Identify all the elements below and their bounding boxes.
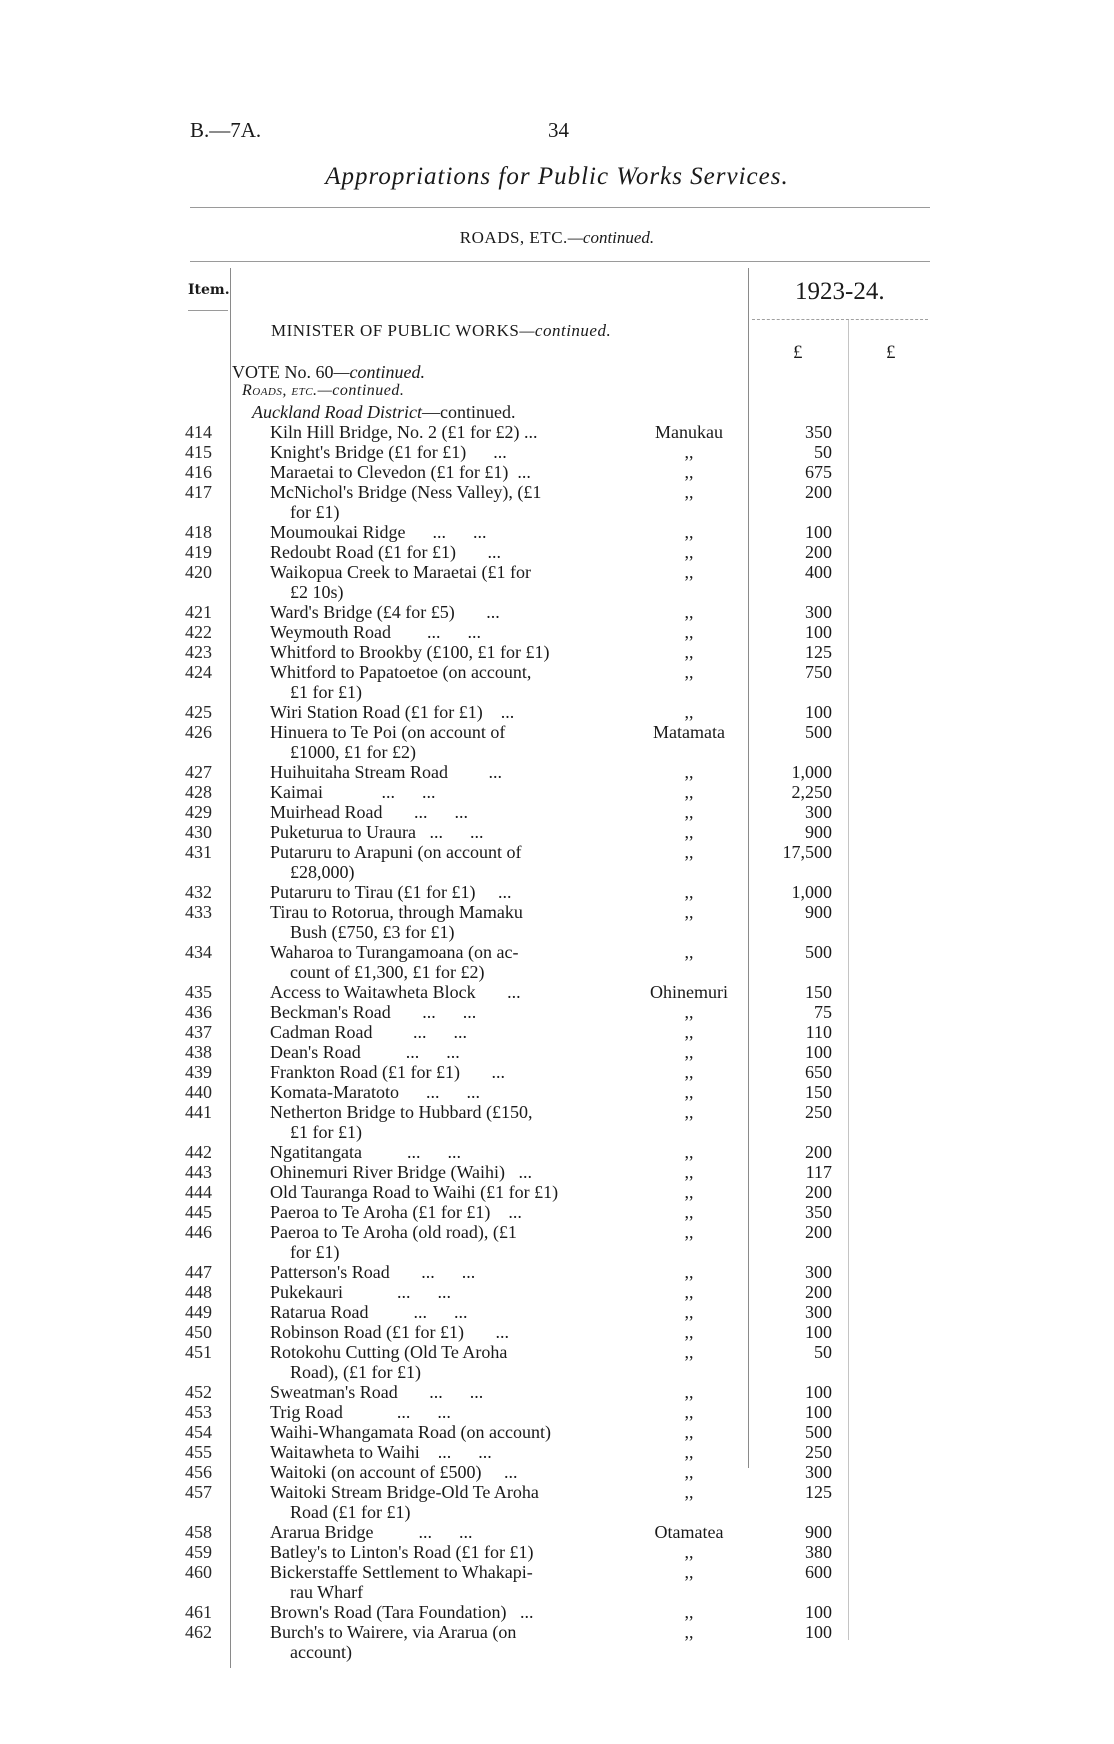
description-line: Frankton Road (£1 for £1) ... (270, 1062, 505, 1082)
description-line: Knight's Bridge (£1 for £1) ... (270, 442, 507, 462)
item-description (270, 1622, 615, 1662)
description-line: Bickerstaffe Settlement to Whakapi- (270, 1562, 533, 1582)
description-line: Robinson Road (£1 for £1) ... (270, 1322, 509, 1342)
description-line: Puketurua to Uraura ... ... (270, 822, 484, 842)
item-district: ,, (684, 842, 694, 862)
item-amount: 650 (805, 1062, 832, 1082)
ministry-name: MINISTER OF PUBLIC WORKS (271, 321, 520, 340)
item-district: ,, (684, 1322, 694, 1342)
description-continuation: account) (290, 1642, 352, 1662)
item-number: 421 (185, 602, 212, 622)
item-description (270, 1342, 615, 1382)
item-description (270, 762, 615, 782)
item-description (270, 1322, 615, 1342)
description-line: Waihi-Whangamata Road (on account) (270, 1422, 551, 1442)
item-description (270, 1002, 615, 1022)
item-number: 454 (185, 1422, 212, 1442)
item-district: Ohinemuri (650, 982, 728, 1002)
item-description (270, 782, 615, 802)
description-line: Redoubt Road (£1 for £1) ... (270, 542, 501, 562)
item-number: 456 (185, 1462, 212, 1482)
item-description (270, 942, 615, 982)
description-line: Dean's Road ... ... (270, 1042, 460, 1062)
item-amount: 500 (805, 942, 832, 962)
item-district: ,, (684, 1482, 694, 1502)
description-line: Netherton Bridge to Hubbard (£150, (270, 1102, 533, 1122)
item-district: Otamatea (654, 1522, 724, 1542)
description-continuation: for £1) (290, 1242, 340, 1262)
item-district: ,, (684, 1402, 694, 1422)
item-amount: 200 (805, 1222, 832, 1242)
item-number: 457 (185, 1482, 212, 1502)
item-district: ,, (684, 462, 694, 482)
item-amount: 2,250 (791, 782, 832, 802)
item-description (270, 1102, 615, 1142)
description-continuation: £28,000) (290, 862, 355, 882)
item-district: ,, (684, 1082, 694, 1102)
item-amount: 150 (805, 982, 832, 1002)
item-district: ,, (684, 1542, 694, 1562)
item-amount: 1,000 (791, 882, 832, 902)
item-amount: 100 (805, 522, 832, 542)
description-line: McNichol's Bridge (Ness Valley), (£1 (270, 482, 542, 502)
item-description (270, 462, 615, 482)
item-number: 422 (185, 622, 212, 642)
item-number: 440 (185, 1082, 212, 1102)
item-district: ,, (684, 802, 694, 822)
item-amount: 900 (805, 822, 832, 842)
item-description (270, 1462, 615, 1482)
description-line: Moumoukai Ridge ... ... (270, 522, 487, 542)
item-description (270, 642, 615, 662)
subhead-heading (242, 382, 404, 400)
item-district: ,, (684, 1442, 694, 1462)
item-description (270, 802, 615, 822)
second-amount-divider (848, 320, 849, 1640)
item-number: 419 (185, 542, 212, 562)
item-district: ,, (684, 622, 694, 642)
item-number: 432 (185, 882, 212, 902)
item-amount: 50 (814, 442, 832, 462)
item-district: ,, (684, 942, 694, 962)
description-line: Kaimai ... ... (270, 782, 436, 802)
item-amount: 200 (805, 542, 832, 562)
item-district: ,, (684, 1622, 694, 1642)
item-description (270, 822, 615, 842)
item-district: ,, (684, 642, 694, 662)
item-amount: 250 (805, 1102, 832, 1122)
description-line: Ratarua Road ... ... (270, 1302, 468, 1322)
item-description (270, 1482, 615, 1522)
item-number: 438 (185, 1042, 212, 1062)
item-number: 439 (185, 1062, 212, 1082)
item-description (270, 1182, 615, 1202)
item-district: ,, (684, 1182, 694, 1202)
item-district: ,, (684, 1002, 694, 1022)
item-district: Manukau (655, 422, 723, 442)
description-continuation: count of £1,300, £1 for £2) (290, 962, 485, 982)
item-description (270, 1162, 615, 1182)
item-number: 450 (185, 1322, 212, 1342)
item-amount: 100 (805, 1042, 832, 1062)
description-line: Cadman Road ... ... (270, 1022, 467, 1042)
item-number: 448 (185, 1282, 212, 1302)
item-number: 460 (185, 1562, 212, 1582)
item-amount: 150 (805, 1082, 832, 1102)
item-district: ,, (684, 1102, 694, 1122)
item-amount: 900 (805, 902, 832, 922)
item-district: ,, (684, 602, 694, 622)
section-suffix: —continued. (567, 228, 655, 247)
item-amount: 300 (805, 602, 832, 622)
description-line: Waitoki (on account of £500) ... (270, 1462, 518, 1482)
item-description (270, 1142, 615, 1162)
vote-suffix: —continued. (333, 362, 425, 382)
item-amount: 300 (805, 802, 832, 822)
year-column-header: 1923-24. (795, 278, 885, 305)
item-description (270, 842, 615, 882)
item-description (270, 1262, 615, 1282)
item-description (270, 482, 615, 522)
item-number: 443 (185, 1162, 212, 1182)
currency-label-2: £ (886, 342, 896, 363)
year-header-rule (752, 319, 928, 320)
description-line: Access to Waitawheta Block ... (270, 982, 521, 1002)
description-line: Sweatman's Road ... ... (270, 1382, 484, 1402)
item-number: 442 (185, 1142, 212, 1162)
item-number: 418 (185, 522, 212, 542)
item-amount: 300 (805, 1262, 832, 1282)
item-description (270, 442, 615, 462)
item-column-header: Item. (188, 282, 230, 298)
item-number: 452 (185, 1382, 212, 1402)
item-number: 428 (185, 782, 212, 802)
item-district: ,, (684, 1062, 694, 1082)
item-description (270, 1282, 615, 1302)
item-amount: 200 (805, 1282, 832, 1302)
item-district: ,, (684, 1382, 694, 1402)
item-amount: 117 (805, 1162, 832, 1182)
item-amount: 300 (805, 1302, 832, 1322)
item-description (270, 622, 615, 642)
description-line: Hinuera to Te Poi (on account of (270, 722, 506, 742)
page-number: 34 (548, 118, 569, 142)
item-description (270, 1222, 615, 1262)
item-description (270, 1082, 615, 1102)
item-number: 451 (185, 1342, 212, 1362)
document-reference: B.—7A. (190, 118, 262, 142)
item-district: ,, (684, 882, 694, 902)
item-number: 417 (185, 482, 212, 502)
item-district: ,, (684, 822, 694, 842)
description-line: Brown's Road (Tara Foundation) ... (270, 1602, 534, 1622)
vote-heading (232, 362, 425, 383)
item-description (270, 422, 615, 442)
item-number: 434 (185, 942, 212, 962)
item-description (270, 902, 615, 942)
item-number: 447 (185, 1262, 212, 1282)
item-amount: 110 (805, 1022, 832, 1042)
item-number: 416 (185, 462, 212, 482)
item-district: ,, (684, 482, 694, 502)
item-description (270, 1442, 615, 1462)
item-district: ,, (684, 1342, 694, 1362)
item-district: ,, (684, 1602, 694, 1622)
item-amount: 1,000 (791, 762, 832, 782)
item-description (270, 1422, 615, 1442)
item-district: ,, (684, 562, 694, 582)
item-number: 435 (185, 982, 212, 1002)
item-district: ,, (684, 1202, 694, 1222)
item-number: 427 (185, 762, 212, 782)
item-number: 425 (185, 702, 212, 722)
subhead-suffix: —continued. (317, 382, 405, 399)
item-district: ,, (684, 1422, 694, 1442)
description-line: Waharoa to Turangamoana (on ac- (270, 942, 519, 962)
section-name: ROADS, ETC. (459, 228, 568, 247)
item-number: 430 (185, 822, 212, 842)
item-amount: 380 (805, 1542, 832, 1562)
section-rule (190, 261, 930, 262)
item-number: 455 (185, 1442, 212, 1462)
item-district: ,, (684, 1562, 694, 1582)
item-column-divider (230, 268, 231, 1668)
item-district: ,, (684, 762, 694, 782)
description-line: Waikopua Creek to Maraetai (£1 for (270, 562, 531, 582)
vote-number: VOTE No. 60 (232, 362, 334, 382)
item-description (270, 1382, 615, 1402)
item-description (270, 882, 615, 902)
item-description (270, 1562, 615, 1602)
item-amount: 125 (805, 642, 832, 662)
description-continuation: for £1) (290, 502, 340, 522)
description-line: Whitford to Papatoetoe (on account, (270, 662, 532, 682)
item-amount: 100 (805, 1322, 832, 1342)
item-district: ,, (684, 1282, 694, 1302)
item-amount: 900 (805, 1522, 832, 1542)
item-district: ,, (684, 1222, 694, 1242)
item-number: 461 (185, 1602, 212, 1622)
item-amount: 100 (805, 702, 832, 722)
item-number: 437 (185, 1022, 212, 1042)
description-line: Patterson's Road ... ... (270, 1262, 476, 1282)
description-line: Weymouth Road ... ... (270, 622, 482, 642)
item-number: 433 (185, 902, 212, 922)
item-amount: 100 (805, 622, 832, 642)
item-number: 429 (185, 802, 212, 822)
description-line: Ngatitangata ... ... (270, 1142, 461, 1162)
item-amount: 125 (805, 1482, 832, 1502)
item-number: 414 (185, 422, 212, 442)
item-amount: 17,500 (782, 842, 832, 862)
description-continuation: Road), (£1 for £1) (290, 1362, 421, 1382)
item-amount: 400 (805, 562, 832, 582)
item-district: ,, (684, 1462, 694, 1482)
item-amount: 350 (805, 1202, 832, 1222)
item-number: 458 (185, 1522, 212, 1542)
item-amount: 200 (805, 1182, 832, 1202)
currency-label-1: £ (793, 342, 803, 363)
item-district: ,, (684, 1142, 694, 1162)
item-number: 462 (185, 1622, 212, 1642)
description-line: Putaruru to Tirau (£1 for £1) ... (270, 882, 512, 902)
item-district: ,, (684, 1022, 694, 1042)
district-heading (252, 402, 515, 423)
item-district: ,, (684, 1162, 694, 1182)
district-suffix: —continued. (421, 402, 516, 422)
item-amount: 300 (805, 1462, 832, 1482)
item-number: 426 (185, 722, 212, 742)
subhead-name: Roads, etc. (242, 382, 318, 399)
description-line: Ohinemuri River Bridge (Waihi) ... (270, 1162, 532, 1182)
item-district: ,, (684, 1262, 694, 1282)
description-continuation: Road (£1 for £1) (290, 1502, 411, 1522)
item-amount: 50 (814, 1342, 832, 1362)
item-amount: 200 (805, 482, 832, 502)
item-description (270, 562, 615, 602)
item-district: ,, (684, 1302, 694, 1322)
description-line: Maraetai to Clevedon (£1 for £1) ... (270, 462, 531, 482)
item-number: 453 (185, 1402, 212, 1422)
description-continuation: £1 for £1) (290, 1122, 362, 1142)
district-name: Auckland Road District (252, 402, 422, 422)
description-line: Putaruru to Arapuni (on account of (270, 842, 522, 862)
item-amount: 100 (805, 1622, 832, 1642)
item-description (270, 1522, 615, 1542)
item-number: 459 (185, 1542, 212, 1562)
item-amount: 200 (805, 1142, 832, 1162)
description-line: Old Tauranga Road to Waihi (£1 for £1) (270, 1182, 559, 1202)
item-description (270, 1042, 615, 1062)
item-description (270, 1302, 615, 1322)
item-amount: 100 (805, 1602, 832, 1622)
item-number: 449 (185, 1302, 212, 1322)
description-line: Rotokohu Cutting (Old Te Aroha (270, 1342, 508, 1362)
description-line: Trig Road ... ... (270, 1402, 451, 1422)
description-continuation: £1000, £1 for £2) (290, 742, 416, 762)
item-description (270, 602, 615, 622)
item-description (270, 702, 615, 722)
item-number: 444 (185, 1182, 212, 1202)
item-description (270, 542, 615, 562)
title-rule (190, 207, 930, 208)
item-district: ,, (684, 442, 694, 462)
item-description (270, 1602, 615, 1622)
description-line: Whitford to Brookby (£100, £1 for £1) (270, 642, 550, 662)
description-line: Tirau to Rotorua, through Mamaku (270, 902, 523, 922)
item-header-rule (188, 310, 228, 311)
description-line: Wiri Station Road (£1 for £1) ... (270, 702, 515, 722)
item-district: ,, (684, 902, 694, 922)
ministry-suffix: —continued. (519, 321, 612, 340)
description-line: Pukekauri ... ... (270, 1282, 451, 1302)
item-description (270, 1022, 615, 1042)
description-continuation: £2 10s) (290, 582, 344, 602)
description-line: Komata-Maratoto ... ... (270, 1082, 480, 1102)
description-line: Ward's Bridge (£4 for £5) ... (270, 602, 500, 622)
item-description (270, 662, 615, 702)
item-district: ,, (684, 782, 694, 802)
item-amount: 500 (805, 1422, 832, 1442)
item-description (270, 1062, 615, 1082)
item-amount: 350 (805, 422, 832, 442)
item-description (270, 982, 615, 1002)
item-district: Matamata (653, 722, 725, 742)
item-amount: 100 (805, 1402, 832, 1422)
section-heading (0, 228, 1114, 248)
item-district: ,, (684, 662, 694, 682)
item-district: ,, (684, 1042, 694, 1062)
item-amount: 500 (805, 722, 832, 742)
item-number: 446 (185, 1222, 212, 1242)
description-line: Burch's to Wairere, via Ararua (on (270, 1622, 517, 1642)
description-continuation: rau Wharf (290, 1582, 364, 1602)
item-description (270, 1202, 615, 1222)
item-number: 445 (185, 1202, 212, 1222)
item-district: ,, (684, 542, 694, 562)
description-line: Batley's to Linton's Road (£1 for £1) (270, 1542, 534, 1562)
description-line: Waitawheta to Waihi ... ... (270, 1442, 492, 1462)
page-title: Appropriations for Public Works Services. (325, 163, 789, 190)
item-amount: 675 (805, 462, 832, 482)
description-line: Paeroa to Te Aroha (£1 for £1) ... (270, 1202, 522, 1222)
item-amount: 750 (805, 662, 832, 682)
description-line: Ararua Bridge ... ... (270, 1522, 473, 1542)
item-district: ,, (684, 522, 694, 542)
description-line: Kiln Hill Bridge, No. 2 (£1 for £2) ... (270, 422, 538, 442)
item-number: 415 (185, 442, 212, 462)
item-description (270, 722, 615, 762)
item-number: 423 (185, 642, 212, 662)
item-amount: 75 (814, 1002, 832, 1022)
item-number: 431 (185, 842, 212, 862)
item-number: 424 (185, 662, 212, 682)
item-amount: 100 (805, 1382, 832, 1402)
description-line: Waitoki Stream Bridge-Old Te Aroha (270, 1482, 539, 1502)
item-number: 436 (185, 1002, 212, 1022)
item-description (270, 1402, 615, 1422)
item-description (270, 1542, 615, 1562)
description-line: Muirhead Road ... ... (270, 802, 468, 822)
item-district: ,, (684, 702, 694, 722)
item-number: 420 (185, 562, 212, 582)
item-amount: 250 (805, 1442, 832, 1462)
item-description (270, 522, 615, 542)
item-number: 441 (185, 1102, 212, 1122)
item-amount: 600 (805, 1562, 832, 1582)
description-continuation: £1 for £1) (290, 682, 362, 702)
description-line: Huihuitaha Stream Road ... (270, 762, 502, 782)
description-line: Beckman's Road ... ... (270, 1002, 477, 1022)
description-line: Paeroa to Te Aroha (old road), (£1 (270, 1222, 517, 1242)
ministry-heading (271, 321, 611, 341)
description-continuation: Bush (£750, £3 for £1) (290, 922, 455, 942)
